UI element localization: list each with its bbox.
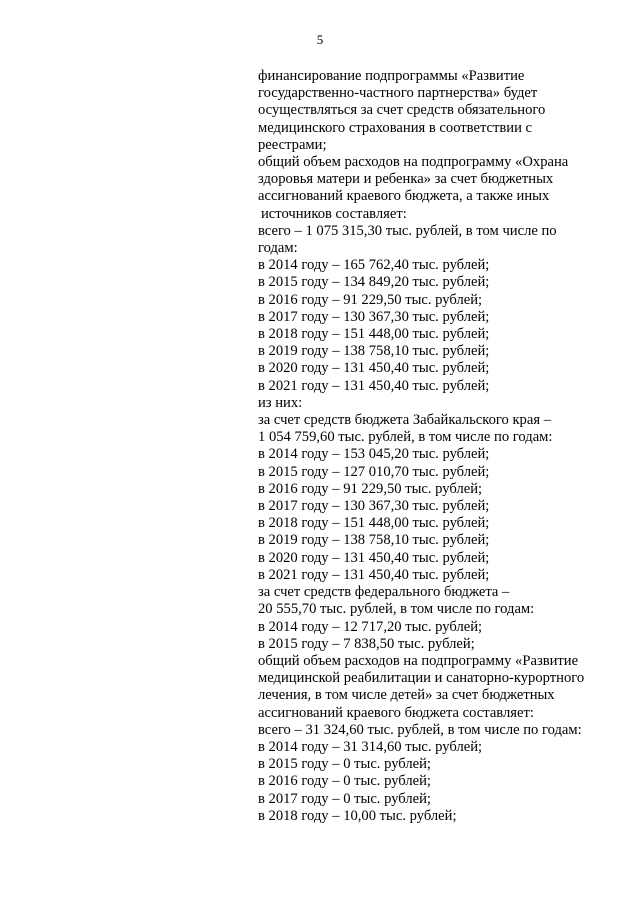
text-line: за счет средств федерального бюджета –: [258, 584, 510, 601]
text-line: медицинской реабилитации и санаторно-курортного: [258, 670, 585, 687]
text-line: в 2016 году – 91 229,50 тыс. рублей;: [258, 291, 483, 308]
text-line: за счет средств бюджета Забайкальского края –: [258, 412, 551, 429]
text-line: в 2018 году – 151 448,00 тыс. рублей;: [258, 515, 490, 532]
text-line: государственно-частного партнерства» будет: [258, 85, 538, 102]
text-line: всего – 1 075 315,30 тыс. рублей, в том числе по: [258, 222, 557, 239]
text-line: медицинского страхования в соответствии с: [258, 119, 533, 136]
text-line: в 2018 году – 10,00 тыс. рублей;: [258, 807, 457, 824]
text-line: в 2017 году – 130 367,30 тыс. рублей;: [258, 498, 490, 515]
text-line: в 2015 году – 7 838,50 тыс. рублей;: [258, 635, 475, 652]
text-line: лечения, в том числе детей» за счет бюджетных: [258, 687, 555, 704]
text-line: в 2019 году – 138 758,10 тыс. рублей;: [258, 532, 490, 549]
text-line: в 2016 году – 0 тыс. рублей;: [258, 773, 431, 790]
text-line: общий объем расходов на подпрограмму «Охрана: [258, 154, 569, 171]
text-line: в 2018 году – 151 448,00 тыс. рублей;: [258, 326, 490, 343]
text-line: в 2020 году – 131 450,40 тыс. рублей;: [258, 549, 490, 566]
text-line: в 2014 году – 153 045,20 тыс. рублей;: [258, 446, 490, 463]
text-line: в 2021 году – 131 450,40 тыс. рублей;: [258, 377, 490, 394]
text-line: ассигнований краевого бюджета составляет:: [258, 704, 534, 721]
text-line: в 2021 году – 131 450,40 тыс. рублей;: [258, 566, 490, 583]
text-line: в 2014 году – 31 314,60 тыс. рублей;: [258, 738, 483, 755]
text-line: здоровья матери и ребенка» за счет бюджетных: [258, 171, 554, 188]
page-number: 5: [316, 32, 324, 47]
text-line: из них:: [258, 394, 303, 411]
text-line: осуществляться за счет средств обязательного: [258, 102, 546, 119]
text-line: в 2015 году – 134 849,20 тыс. рублей;: [258, 274, 490, 291]
text-line: годам:: [258, 240, 298, 257]
text-line: в 2014 году – 165 762,40 тыс. рублей;: [258, 257, 490, 274]
document-body: [258, 68, 618, 825]
text-line: общий объем расходов на подпрограмму «Развитие: [258, 652, 579, 669]
text-line: ассигнований краевого бюджета, а также иных: [258, 188, 550, 205]
text-line: в 2014 году – 12 717,20 тыс. рублей;: [258, 618, 483, 635]
text-line: в 2017 году – 130 367,30 тыс. рублей;: [258, 308, 490, 325]
text-line: реестрами;: [258, 136, 327, 153]
text-line: в 2016 году – 91 229,50 тыс. рублей;: [258, 480, 483, 497]
text-line: в 2019 году – 138 758,10 тыс. рублей;: [258, 343, 490, 360]
text-line: финансирование подпрограммы «Развитие: [258, 68, 525, 84]
text-line: 20 555,70 тыс. рублей, в том числе по годам:: [258, 601, 535, 618]
text-line: 1 054 759,60 тыс. рублей, в том числе по годам:: [258, 429, 553, 446]
text-line: всего – 31 324,60 тыс. рублей, в том числе по годам:: [258, 721, 582, 738]
text-line: источников составляет:: [261, 205, 407, 222]
text-line: в 2015 году – 0 тыс. рублей;: [258, 756, 431, 773]
text-line: в 2020 году – 131 450,40 тыс. рублей;: [258, 360, 490, 377]
text-line: в 2017 году – 0 тыс. рублей;: [258, 790, 431, 807]
text-line: в 2015 году – 127 010,70 тыс. рублей;: [258, 463, 490, 480]
